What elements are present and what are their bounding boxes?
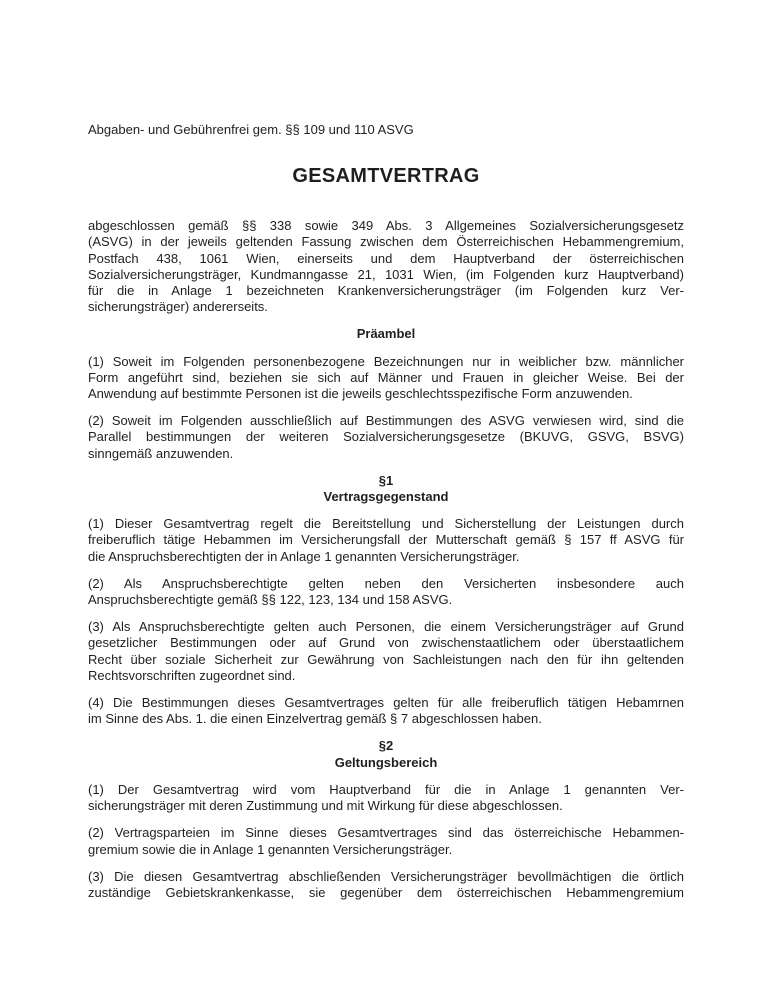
- section-heading: [88, 473, 684, 505]
- paragraph-line: Anspruchsberechtigte gemäß §§ 122, 123, 134 und 158 ASVG.: [88, 592, 453, 608]
- section-heading-line: Präambel: [356, 326, 416, 342]
- paragraph-line: zuständige Gebietskrankenkasse, sie gegenüber dem österreichischen Hebammengremium: [88, 884, 684, 900]
- paragraph-line: abgeschlossen gemäß §§ 338 sowie 349 Abs. 3 Allgemeines Sozialversicherungsgesetz: [88, 218, 684, 234]
- paragraph-line: gremium sowie die in Anlage 1 genannten Versicherungsträger.: [88, 841, 453, 857]
- paragraph: [88, 218, 684, 315]
- paragraph-line: Recht über soziale Sicherheit zur Gewährung von Sachleistungen nach den für ihn geltenden: [88, 651, 684, 667]
- paragraph: [88, 354, 684, 403]
- paragraph: [88, 576, 684, 608]
- paragraph: [88, 695, 684, 727]
- section-heading: [88, 326, 684, 342]
- paragraph-line: Form angeführt sind, beziehen sie sich auf Männer und Frauen in gleicher Weise. Bei der: [88, 369, 684, 385]
- paragraph-line: Sozialversicherungsträger, Kundmanngasse 21, 1031 Wien, (im Folgenden kurz Hauptverband): [88, 266, 684, 282]
- paragraph-line: (2) Als Anspruchsberechtigte gelten neben den Versicherten insbesondere auch: [88, 575, 684, 591]
- section-heading: [88, 738, 684, 770]
- document-title: GESAMTVERTRAG: [292, 165, 480, 188]
- section-heading-line: §1: [378, 472, 394, 488]
- paragraph-line: (1) Soweit im Folgenden personenbezogene Bezeichnungen nur in weiblicher bzw. männlicher: [88, 353, 684, 369]
- paragraph: [88, 516, 684, 565]
- paragraph-line: Parallel bestimmungen der weiteren Sozialversicherungsgesetze (BKUVG, GSVG, BSVG): [88, 429, 684, 445]
- paragraph: [88, 619, 684, 684]
- paragraph: [88, 413, 684, 462]
- paragraph-line: die Anspruchsberechtigten der in Anlage 1 genannten Versicherungsträger.: [88, 548, 520, 564]
- paragraph-line: (ASVG) in der jeweils geltenden Fassung zwischen dem Österreichischen Hebammengremium,: [88, 234, 684, 250]
- paragraph-line: Rechtsvorschriften zugeordnet sind.: [88, 667, 296, 683]
- tax-exemption-note: Abgaben- und Gebührenfrei gem. §§ 109 und 110 ASVG: [88, 122, 414, 137]
- paragraph-line: (1) Dieser Gesamtvertrag regelt die Bereitstellung und Sicherstellung der Leistungen durch: [88, 516, 684, 532]
- paragraph-line: Postfach 438, 1061 Wien, einerseits und dem Hauptverband der österreichischen: [88, 250, 684, 266]
- paragraph-line: sinngemäß anzuwenden.: [88, 445, 234, 461]
- paragraph-line: (2) Soweit im Folgenden ausschließlich auf Bestimmungen des ASVG verwiesen wird, sind die: [88, 413, 684, 429]
- paragraph-line: sicherungsträger) andererseits.: [88, 299, 268, 315]
- paragraph-line: im Sinne des Abs. 1. die einen Einzelvertrag gemäß § 7 abgeschlossen haben.: [88, 711, 542, 727]
- paragraph-line: für die in Anlage 1 bezeichneten Krankenversicherungsträger (im Folgenden kurz Ver-: [88, 283, 684, 299]
- document-blocks: [88, 218, 684, 901]
- section-heading-line: Geltungsbereich: [334, 754, 438, 770]
- paragraph: [88, 869, 684, 901]
- section-heading-line: §2: [378, 738, 394, 754]
- paragraph-line: (3) Als Anspruchsberechtigte gelten auch Personen, die einem Versicherungsträger auf Grund: [88, 619, 684, 635]
- paragraph-line: freiberuflich tätige Hebammen im Versicherungsfall der Mutterschaft gemäß § 157 ff ASVG für: [88, 532, 684, 548]
- section-heading-line: Vertragsgegenstand: [323, 489, 449, 505]
- paragraph-line: sicherungsträger mit deren Zustimmung und mit Wirkung für diese abgeschlossen.: [88, 798, 563, 814]
- paragraph-line: (2) Vertragsparteien im Sinne dieses Gesamtvertrages sind das österreichische Hebammen-: [88, 825, 684, 841]
- paragraph-line: (1) Der Gesamtvertrag wird vom Hauptverband für die in Anlage 1 genannten Ver-: [88, 781, 684, 797]
- paragraph-line: (3) Die diesen Gesamtvertrag abschließenden Versicherungsträger bevollmächtigen die örtlich: [88, 868, 684, 884]
- paragraph-line: gesetzlicher Bestimmungen oder auf Grund von zwischenstaatlichem oder überstaatlichem: [88, 635, 684, 651]
- paragraph: [88, 782, 684, 814]
- paragraph: [88, 825, 684, 857]
- paragraph-line: (4) Die Bestimmungen dieses Gesamtvertrages gelten für alle freiberuflich tätigen Hebamrnen: [88, 695, 684, 711]
- paragraph-line: Anwendung auf bestimmte Personen ist die jeweils geschlechtsspezifische Form anzuwenden.: [88, 386, 633, 402]
